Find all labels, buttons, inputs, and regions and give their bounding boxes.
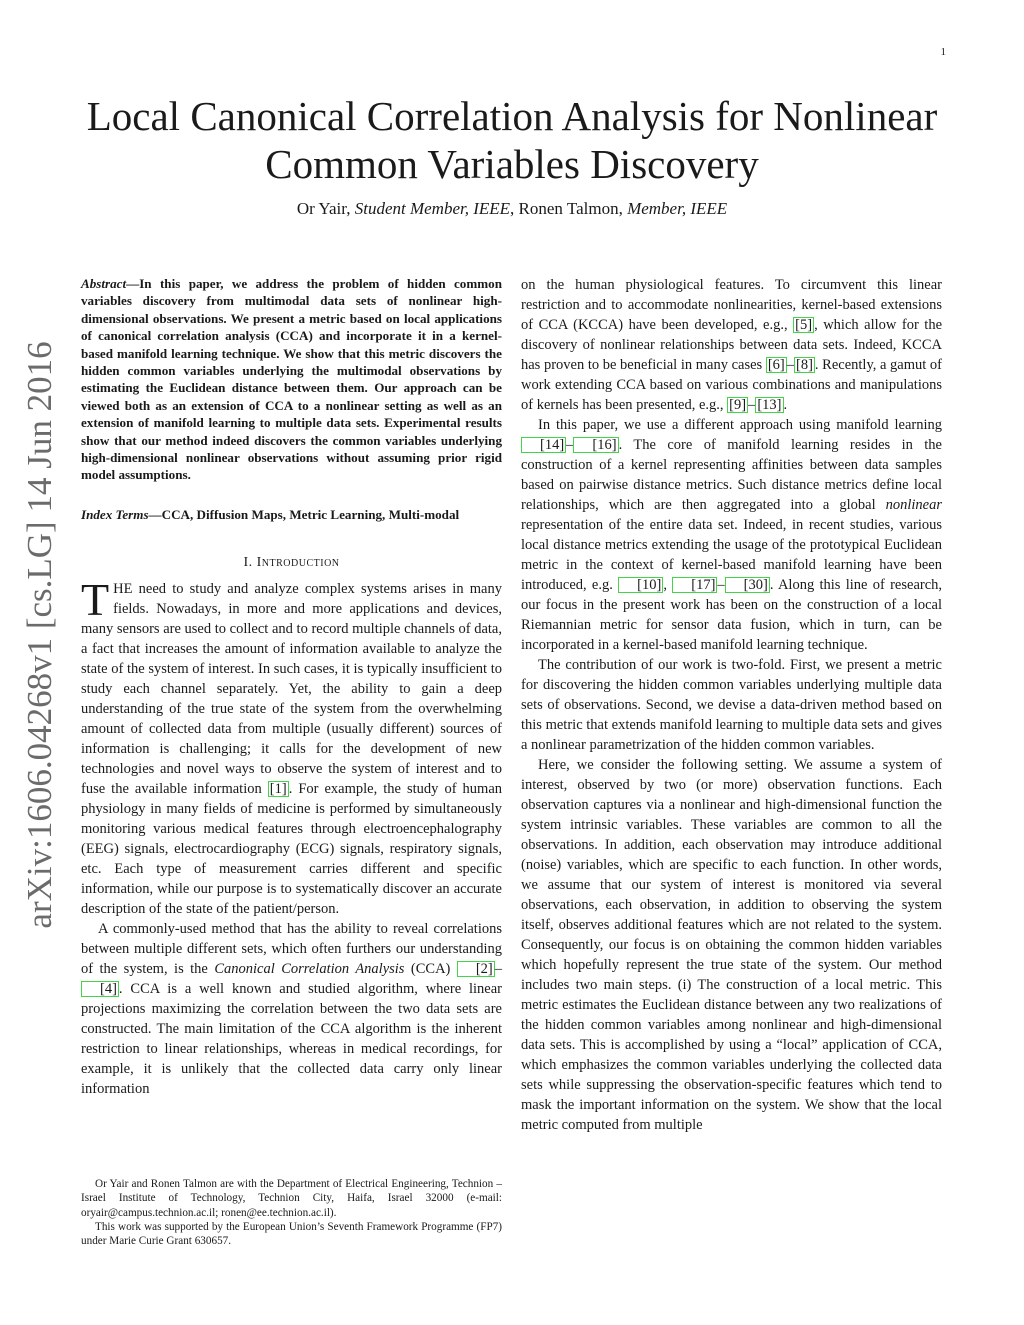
nonlinear-term: nonlinear (885, 497, 942, 513)
intro-paragraph-4: In this paper, we use a different approach using manifold learning [14] – [16] . The core of manifold learning resides in the construction of a kernel representing affinities between data samples based on pairwise distance metrics. Such distance metrics define local relationships, which are then aggregated into a global nonlinear representation of the entire data set. Indeed, in recent studies, various local distance metrics extending the usage of the prototypical Euclidean metric in the context of kernel-based manifold learning have been introduced, e.g. [10] , [17] – [30] . Along this line of research, our focus in the present work has been on the construction of a local Riemannian metric for sensor data fusion, which in turn, can be incorporated in a kernel-based manifold learning technique. (521, 417, 943, 653)
intro-paragraph-1 (81, 574, 503, 919)
index-terms (81, 506, 502, 523)
abstract-label: Abstract (81, 276, 127, 291)
citation-link[interactable]: [6] (767, 357, 785, 373)
citation-link[interactable]: [10] (618, 577, 663, 593)
author-line (60, 199, 964, 219)
citation-link[interactable]: [4] (81, 981, 119, 997)
intro-paragraph-1-text: HE need to study and analyze complex systems arises in many fields. Nowadays, in more and more applications and devices, many sensors are used to collect and to record multiple channels of data, a fact that increases the amount of information available to analyze the state of the system of interest. In such cases, it is typically insufficient to study each channel separately. Yet, the ability to gain a deep understanding of the true state of the system from the overwhelming amount of collected data from multiple (usually different) sources of information is challenging; it calls for the development of new technologies and novel ways to observe the system of interest and to fuse the available information (81, 581, 502, 798)
text-span: . Along this line of research, our focus in the present work has been on the construction of a local Riemannian metric for sensor data fusion, which in turn, can be incorporated in a kernel-based manifold learning technique. (521, 577, 943, 653)
footnote (81, 1177, 502, 1248)
abstract (81, 275, 502, 484)
citation-link[interactable]: [1] (269, 781, 287, 798)
paper-title-line-2: Common Variables Discovery (265, 141, 759, 187)
text-span: . The core of manifold learning resides in the construction of a kernel representing affinities between data samples based on pairwise distance metrics. Such distance metrics define local relationships, which are then aggregated into a global (521, 437, 942, 513)
citation-link[interactable]: [13] (757, 397, 782, 413)
index-terms-text: —CCA, Diffusion Maps, Metric Learning, Multi-modal (148, 506, 460, 522)
intro-paragraph-3: on the human physiological features. To circumvent this linear restriction and to accommodate nonlinearities, kernel-based extensions of CCA (KCCA) have been developed, e.g., [5] , which allow for the discovery of nonlinear relationships between data sets. Indeed, KCCA has proven to be beneficial in many cases [6] – [8] . Recently, a gamut of work extending CCA based on various combinations and manipulations of kernels has been presented, e.g., [9] – [13] . (521, 277, 943, 413)
citation-link[interactable]: [17] (672, 577, 717, 593)
text-span: In this paper, we use a different approach using manifold learning (538, 417, 942, 433)
citation-link[interactable]: [30] (725, 577, 770, 593)
footnote-funding: This work was supported by the European Union’s Seventh Framework Programme (FP7) under Marie Curie Grant 630657. (81, 1220, 502, 1248)
author-1-name: Or Yair, (296, 199, 351, 218)
right-column (521, 275, 942, 1135)
left-column (81, 275, 502, 1099)
citation-link[interactable]: [2] (457, 961, 495, 977)
citation-link[interactable]: [5] (795, 317, 813, 333)
citation-link[interactable]: [16] (573, 437, 618, 453)
citation-link[interactable]: [14] (521, 437, 566, 453)
dropcap-letter: T (81, 574, 110, 626)
page-number: 1 (940, 46, 946, 58)
intro-paragraph-2-text-c: . CCA is a well known and studied algorithm, where linear projections maximizing the correlation between the two data sets are constructed. The main limitation of the CCA algorithm is the inherent restriction to linear relationships, whereas in medical recordings, for example, it is unlikely that the collected data carry only linear information (81, 981, 502, 1098)
index-terms-label: Index Terms (81, 506, 149, 522)
author-2-name: , Ronen Talmon, (510, 199, 623, 218)
intro-paragraph-5: The contribution of our work is two-fold. First, we present a metric for discovering the hidden common variables underlying multiple data sets of observations. Second, we devise a data-driven method based on this metric that extends manifold learning to multiple data sets and gives a nonlinear parametrization of the hidden common variables. (521, 657, 942, 753)
citation-link[interactable]: [8] (795, 357, 813, 373)
paper-title (60, 92, 964, 188)
intro-paragraph-6: Here, we consider the following setting. We assume a system of interest, observed by two (or more) observation functions. Each observation captures via a nonlinear and high-dimensional function the system intrinsic variables. These variables are common to all the observations. In addition, each observation may introduce additional (noise) variables, which are specific to each function. In other words, we assume that our system of interest is monitored via several observations, each observation, in addition to observing the system itself, observes additional features which are not related to the system. Consequently, our focus is on obtaining the common hidden variables which hopefully represent the true state of the system. Our method includes two main steps. (i) The construction of a local metric. This metric estimates the Euclidean distance between any two realizations of the hidden common variables among nonlinear and high-dimensional data sets. This is accomplished by using a “local” application of CCA, which emphasizes the common variables underlying the collected data sets while suppressing the observation-specific features which tend to mask the important information on the system. We show that the local metric computed from multiple (521, 757, 942, 1133)
intro-paragraph-2 (81, 919, 502, 1099)
author-1-role: Student Member, IEEE (354, 199, 511, 218)
author-2-role: Member, IEEE (627, 199, 728, 218)
text-span: representation of the entire data set. Indeed, in recent studies, various local distance metrics extending the usage of the prototypical Euclidean metric in the context of kernel-based manifold learning have been introduced, e.g. (521, 517, 942, 593)
text-span: on the human physiological features. To circumvent this linear restriction and to accommodate nonlinearities, kernel-based extensions of CCA (KCCA) have been developed, e.g., (521, 277, 942, 333)
abstract-text: —In this paper, we address the problem of hidden common variables discovery from multimodal data sets of nonlinear high-dimensional observations. We present a metric based on local applications of canonical correlation analysis (CCA) and incorporate it in a kernel-based manifold learning technique. We show that this metric discovers the hidden common variables underlying the multimodal observations by estimating the Euclidean distance between them. Our approach can be viewed both as an extension of CCA to a nonlinear setting as well as an extension of manifold learning to multiple data sets. Experimental results show that our method indeed discovers the common variables underlying high-dimensional nonlinear observations without assuming prior rigid model assumptions. (81, 276, 502, 483)
cca-term: Canonical Correlation Analysis (214, 961, 405, 978)
paper-title-line-1: Local Canonical Correlation Analysis for Nonlinear (86, 93, 938, 139)
text-span: , which allow for the discovery of nonlinear relationships between data sets. Indeed, KCCA has proven to be beneficial in many cases (521, 317, 942, 373)
footnote-affiliation: Or Yair and Ronen Talmon are with the Department of Electrical Engineering, Technion – Israel Institute of Technology, Technion City, Haifa, Israel 32000 (e-mail: oryair@campus.technion.ac.il; ronen@ee.technion.ac.il). (81, 1178, 502, 1219)
cca-abbrev: (CCA) (410, 961, 451, 978)
section-heading-introduction (81, 553, 502, 573)
citation-range-dash: – (494, 961, 503, 978)
intro-paragraph-1-text-b: . For example, the study of human physiology in many fields of medicine is performed by simultaneously monitoring various medical features through electroencephalography (EEG) signals, electrocardiography (ECG) signals, respiratory signals, etc. Each type of measurement carries different and specific information, while our purpose is to systematically discover an accurate description of the state of the patient/person. (81, 781, 503, 918)
arxiv-identifier[interactable]: arXiv:1606.04268v1 [cs.LG] 14 Jun 2016 (20, 341, 59, 929)
citation-link[interactable]: [9] (729, 397, 747, 413)
section-number: I. (243, 555, 253, 571)
text-span: . Recently, a gamut of work extending CCA based on various combinations and manipulations of kernels has been presented, e.g., (521, 357, 943, 413)
section-title: Introduction (256, 555, 340, 571)
intro-paragraph-2-text: A commonly-used method that has the ability to reveal correlations between multiple different sets, which often furthers our understanding of the system, is the (81, 921, 502, 978)
